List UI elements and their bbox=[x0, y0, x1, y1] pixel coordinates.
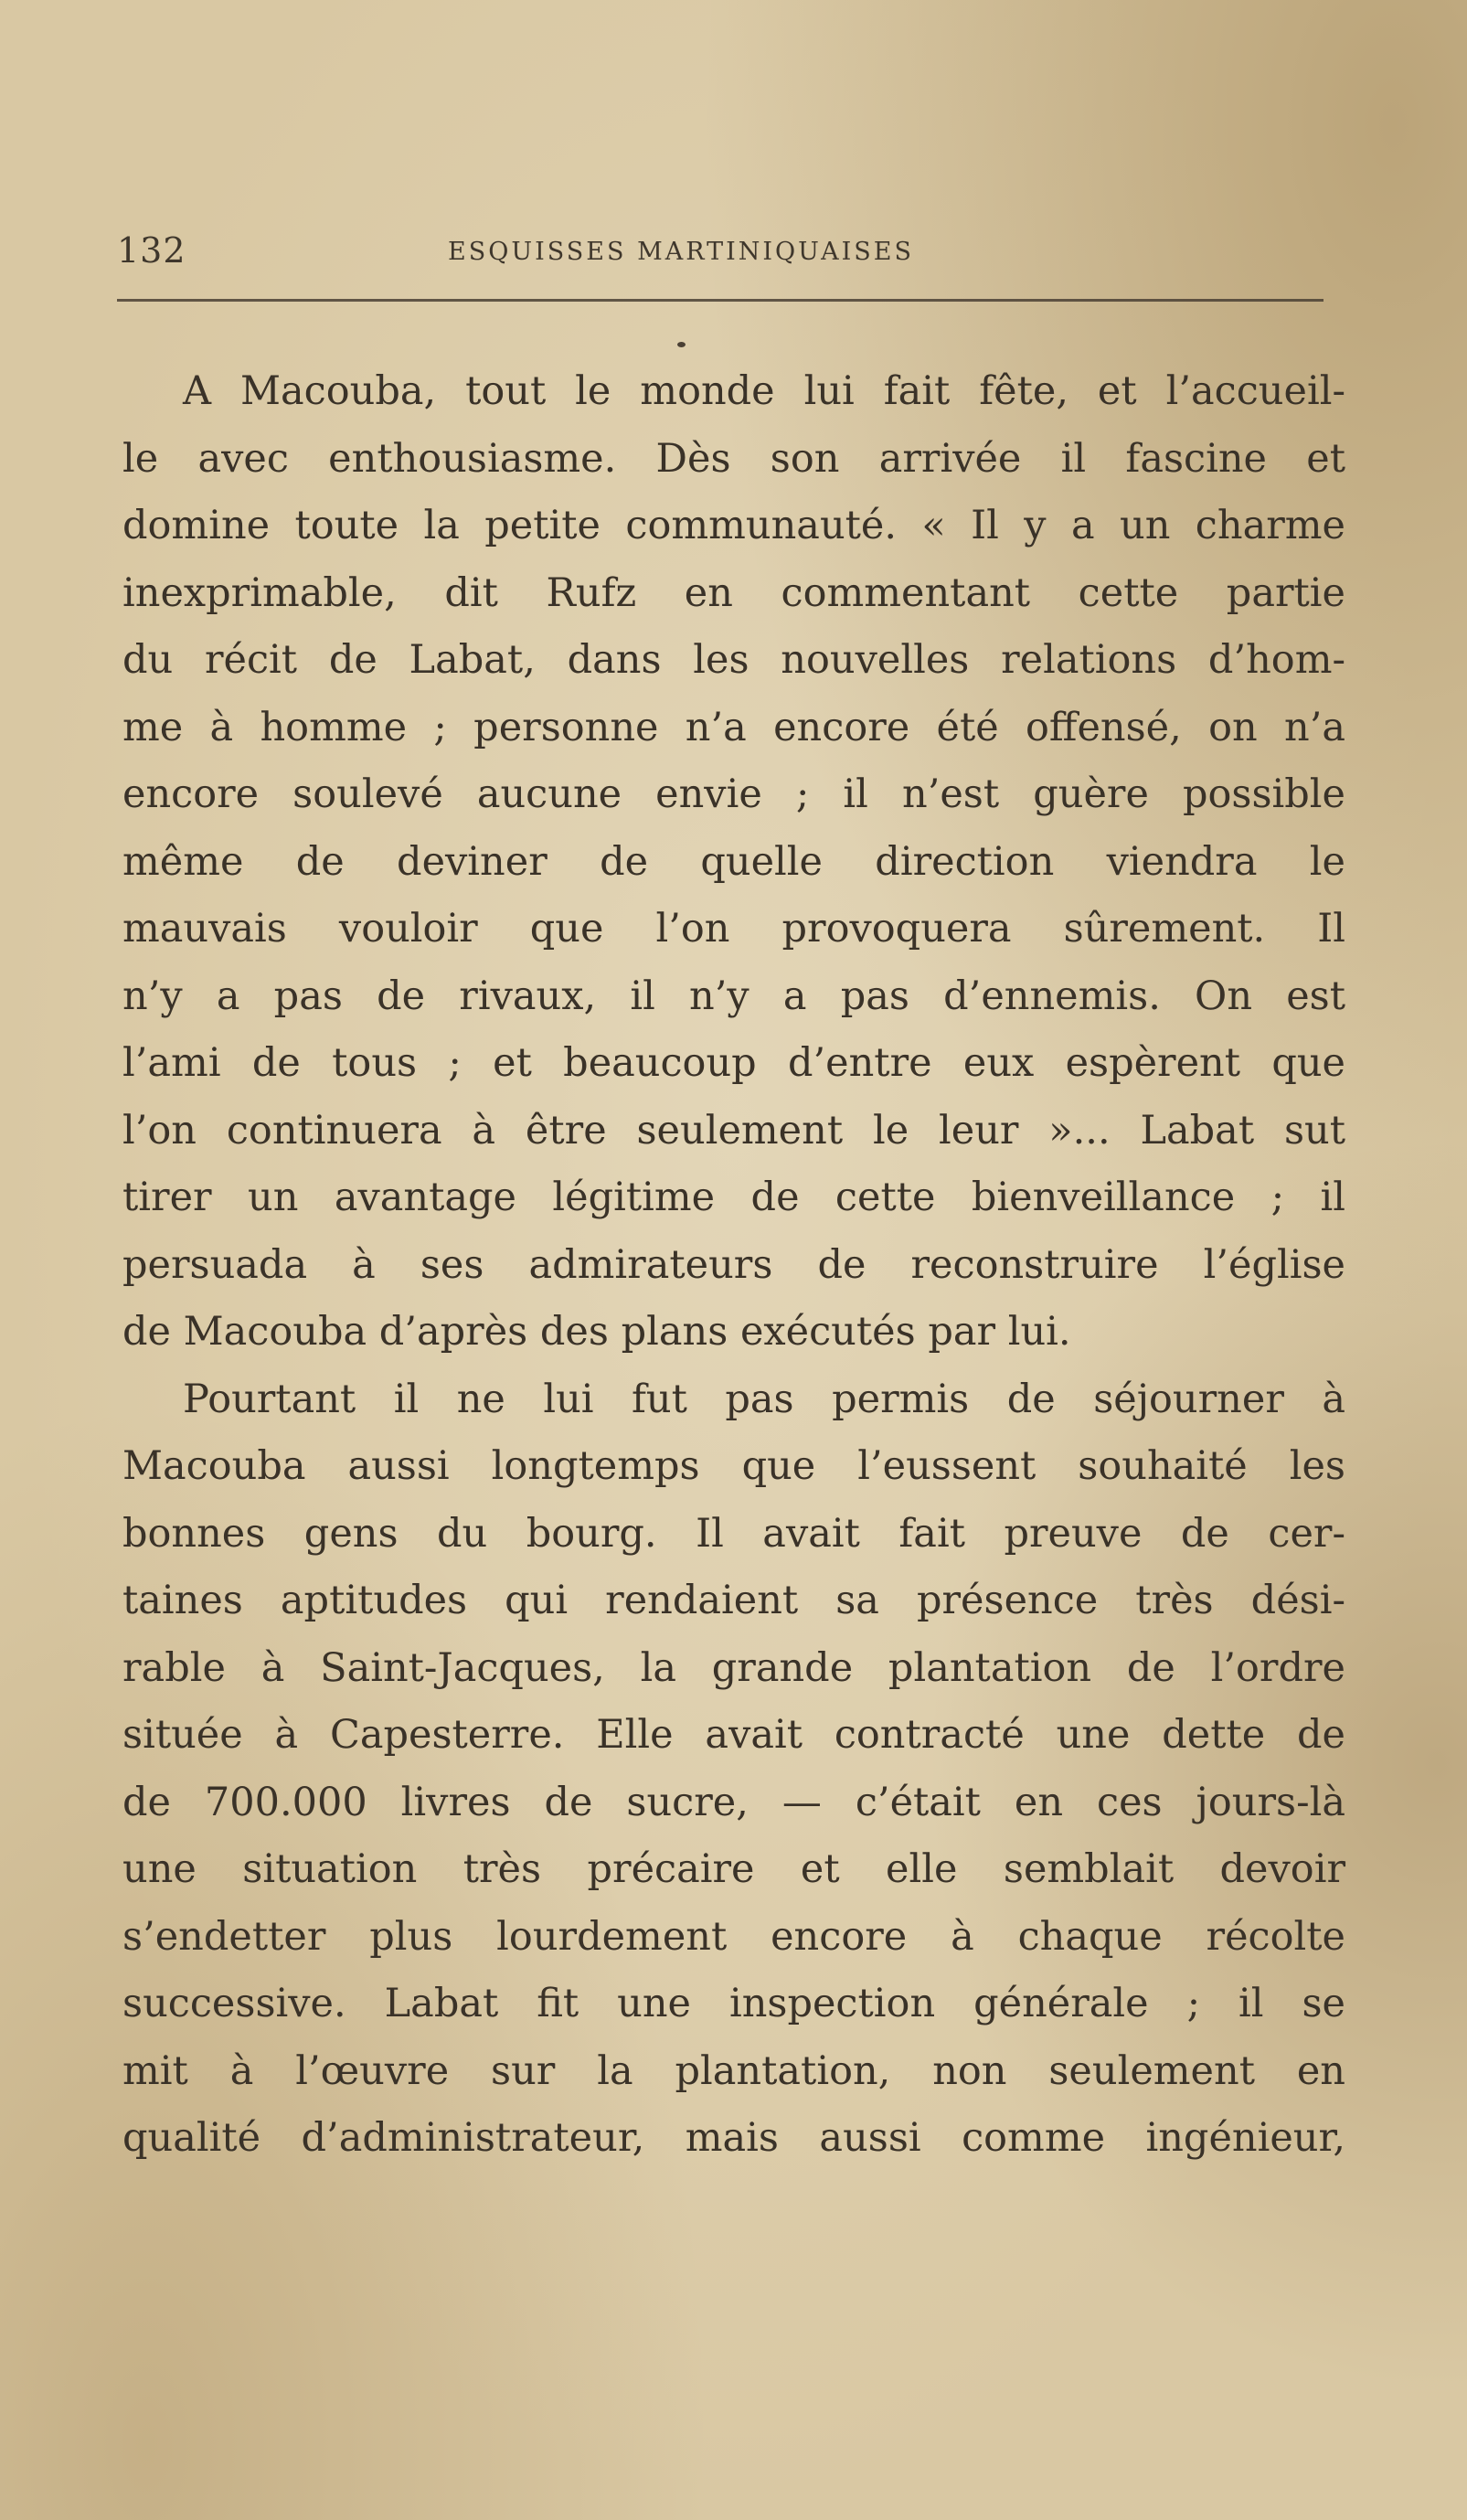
text-line: mauvais vouloir que l’on provoquera sûrement. Il bbox=[122, 906, 1345, 952]
text-line: rable à Saint-Jacques, la grande plantation de l’ordre bbox=[122, 1644, 1345, 1691]
running-head bbox=[117, 230, 1333, 276]
body-text bbox=[122, 358, 1345, 2173]
text-line: encore soulevé aucune envie ; il n’est guère possible bbox=[122, 771, 1345, 817]
text-line: tirer un avantage légitime de cette bienveillance ; il bbox=[122, 1175, 1345, 1220]
text-line: le avec enthousiasme. Dès son arrivée il fascine et bbox=[122, 435, 1345, 482]
text-line: successive. Labat fit une inspection générale ; il se bbox=[122, 1981, 1345, 2026]
text-line: A Macouba, tout le monde lui fait fête, et l’accueil- bbox=[183, 368, 1345, 414]
text-line: Macouba aussi longtemps que l’eussent souhaité les bbox=[122, 1443, 1345, 1489]
text-line: située à Capesterre. Elle avait contracté une dette de bbox=[122, 1712, 1345, 1758]
rule-ornament-dot bbox=[677, 342, 686, 347]
page-number: 132 bbox=[117, 230, 186, 271]
text-line: l’on continuera à être seulement le leur »... Labat sut bbox=[122, 1107, 1345, 1154]
text-line: même de deviner de quelle direction viendra le bbox=[122, 838, 1345, 885]
text-line: inexprimable, dit Rufz en commentant cette partie bbox=[122, 569, 1345, 616]
text-line: domine toute la petite communauté. « Il y a un charme bbox=[122, 503, 1345, 548]
text-line: me à homme ; personne n’a encore été offensé, on n’a bbox=[122, 704, 1345, 750]
text-line: mit à l’œuvre sur la plantation, non seulement en bbox=[122, 2047, 1345, 2094]
running-title: ESQUISSES MARTINIQUAISES bbox=[448, 238, 914, 266]
text-line: du récit de Labat, dans les nouvelles relations d’hom- bbox=[122, 637, 1345, 683]
text-line: de 700.000 livres de sucre, — c’était en ces jours-là bbox=[122, 1779, 1345, 1825]
header-rule bbox=[117, 299, 1323, 302]
text-line: persuada à ses admirateurs de reconstruire l’église bbox=[122, 1241, 1345, 1288]
text-line: une situation très précaire et elle semblait devoir bbox=[122, 1846, 1345, 1892]
text-line: taines aptitudes qui rendaient sa présence très dési- bbox=[122, 1578, 1345, 1623]
text-line: bonnes gens du bourg. Il avait fait preuve de cer- bbox=[122, 1510, 1345, 1557]
text-line: s’endetter plus lourdement encore à chaque récolte bbox=[122, 1913, 1345, 1960]
text-line: n’y a pas de rivaux, il n’y a pas d’ennemis. On est bbox=[122, 973, 1345, 1019]
text-line: de Macouba d’après des plans exécutés par lui. bbox=[122, 1309, 1071, 1355]
text-line: qualité d’administrateur, mais aussi comme ingénieur, bbox=[122, 2115, 1345, 2161]
text-line: l’ami de tous ; et beaucoup d’entre eux espèrent que bbox=[122, 1040, 1345, 1086]
text-line: Pourtant il ne lui fut pas permis de séjourner à bbox=[183, 1376, 1345, 1422]
